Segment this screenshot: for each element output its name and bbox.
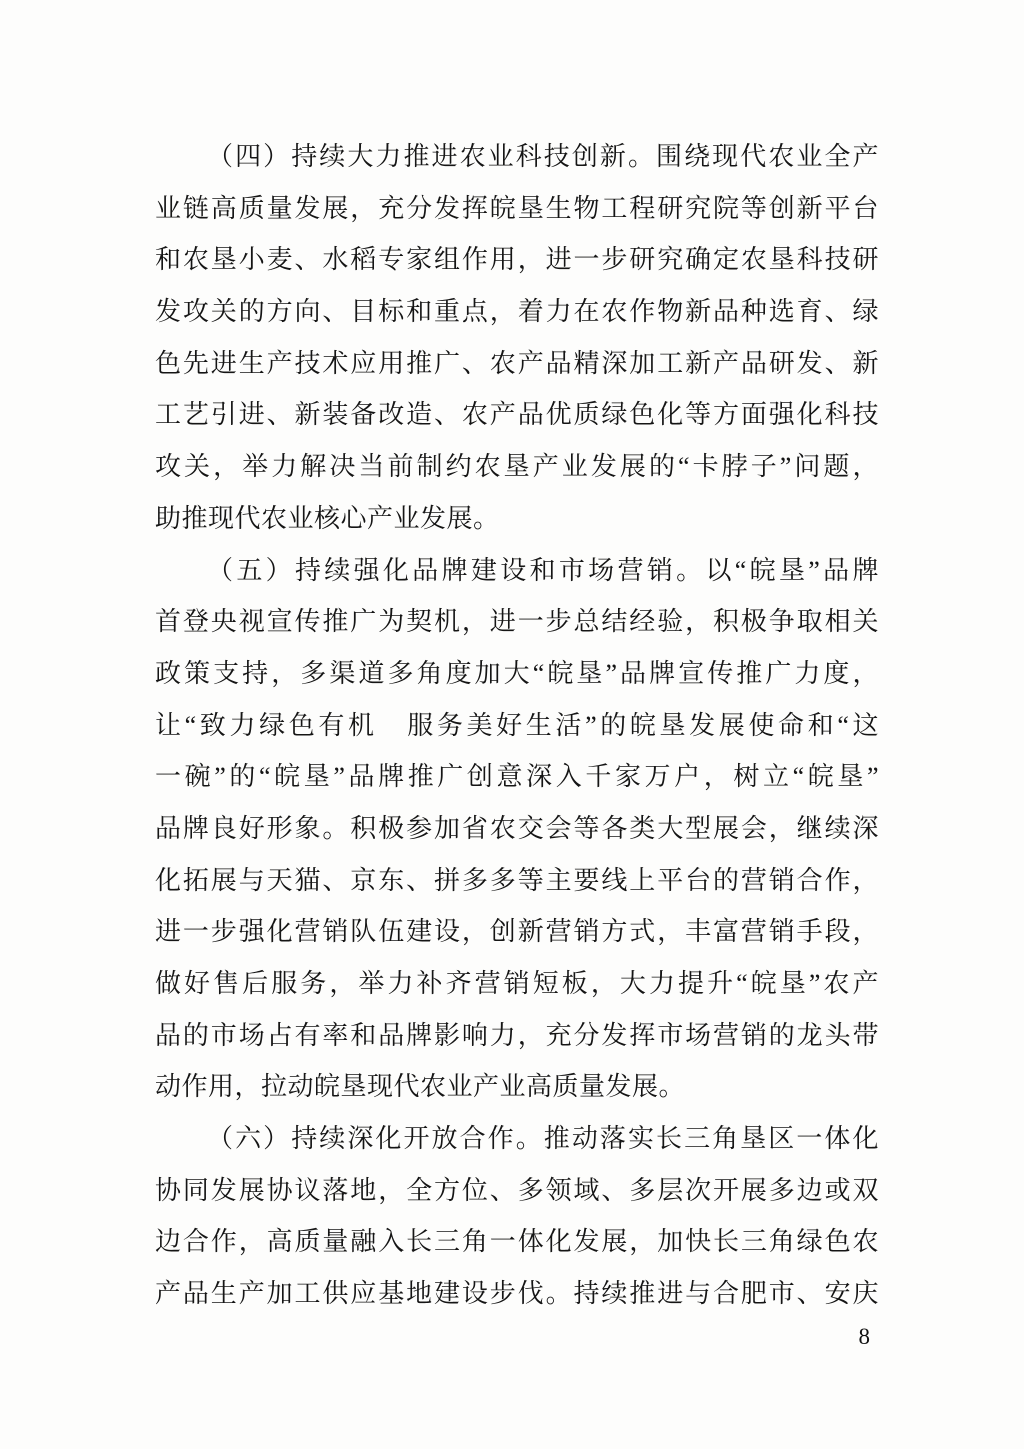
text-line: 和农垦小麦、水稻专家组作用，进一步研究确定农垦科技研 (155, 245, 879, 275)
text-line: 做好售后服务，举力补齐营销短板，大力提升“皖垦”农产 (155, 969, 879, 998)
text-line: 政策支持，多渠道多角度加大“皖垦”品牌宣传推广力度， (155, 658, 879, 688)
text-line: 品的市场占有率和品牌影响力，充分发挥市场营销的龙头带 (155, 1020, 879, 1050)
text-line: （五）持续强化品牌建设和市场营销。以“皖垦”品牌 (207, 555, 879, 585)
text-line: 让“致力绿色有机 服务美好生活”的皖垦发展使命和“这 (155, 710, 879, 740)
text-line: 攻关，举力解决当前制约农垦产业发展的“卡脖子”问题， (155, 452, 879, 482)
document-body (155, 131, 879, 1320)
text-line: 产品生产加工供应基地建设步伐。持续推进与合肥市、安庆 (155, 1279, 879, 1309)
text-line: 业链高质量发展，充分发挥皖垦生物工程研究院等创新平台 (155, 193, 879, 223)
text-line: 动作用，拉动皖垦现代农业产业高质量发展。 (155, 1072, 686, 1102)
text-line: 首登央视宣传推广为契机，进一步总结经验，积极争取相关 (155, 607, 879, 637)
text-line: 助推现代农业核心产业发展。 (155, 503, 500, 533)
text-line: 品牌良好形象。积极参加省农交会等各类大型展会，继续深 (155, 813, 879, 843)
text-line: （四）持续大力推进农业科技创新。围绕现代农业全产 (207, 142, 879, 171)
text-line: 协同发展协议落地，全方位、多领域、多层次开展多边或双 (155, 1175, 879, 1205)
paragraph-section-5 (155, 545, 879, 1114)
text-line: 一碗”的“皖垦”品牌推广创意深入千家万户，树立“皖垦” (155, 762, 879, 792)
text-line: 发攻关的方向、目标和重点，着力在农作物新品种选育、绿 (155, 297, 879, 327)
text-line: 进一步强化营销队伍建设，创新营销方式，丰富营销手段， (155, 917, 879, 947)
text-line: 边合作，高质量融入长三角一体化发展，加快长三角绿色农 (155, 1227, 879, 1257)
text-line: 色先进生产技术应用推广、农产品精深加工新产品研发、新 (155, 348, 879, 378)
paragraph-section-4 (155, 131, 879, 545)
text-line: （六）持续深化开放合作。推动落实长三角垦区一体化 (207, 1124, 879, 1154)
text-line: 工艺引进、新装备改造、农产品优质绿色化等方面强化科技 (155, 400, 879, 430)
page-number: 8 (858, 1324, 870, 1349)
paragraph-section-6 (155, 1113, 879, 1320)
text-line: 化拓展与天猫、京东、拼多多等主要线上平台的营销合作， (155, 865, 879, 895)
